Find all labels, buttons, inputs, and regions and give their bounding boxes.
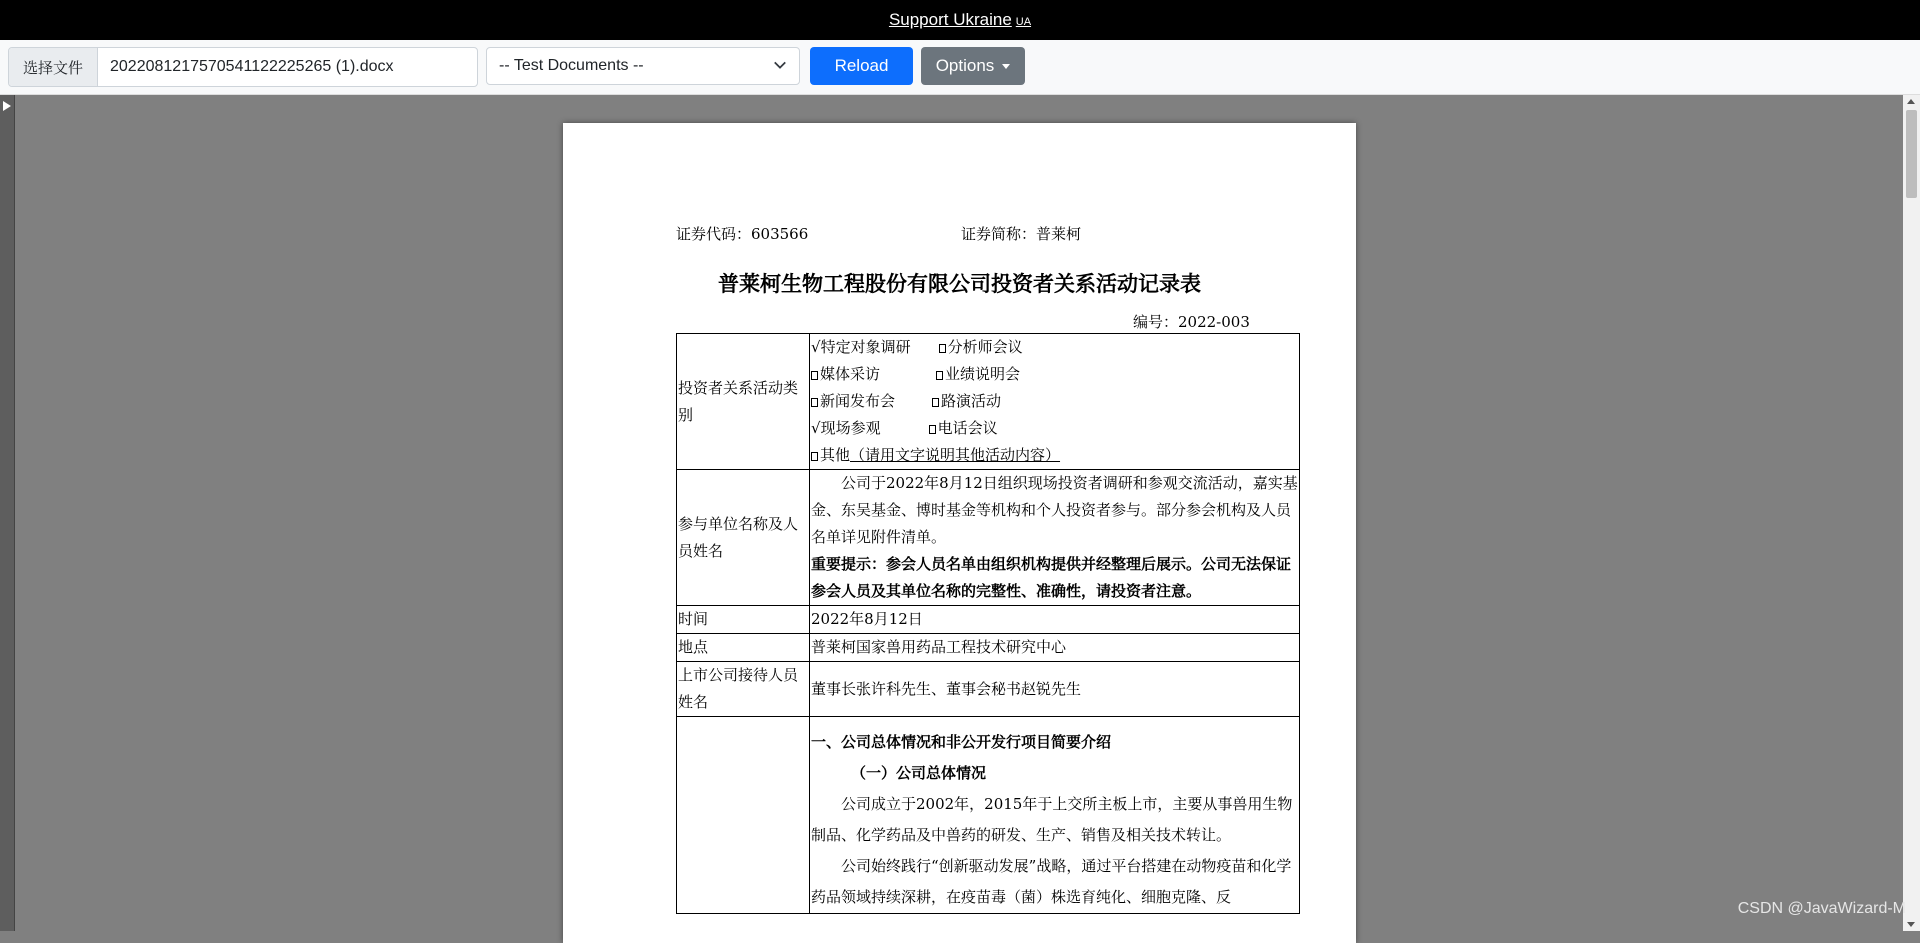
csdn-watermark: CSDN @JavaWizard-M xyxy=(1737,900,1906,917)
vertical-scrollbar[interactable] xyxy=(1903,95,1920,931)
content-cell xyxy=(810,717,1300,914)
checkbox-icon xyxy=(811,398,818,407)
check-icon: √ xyxy=(811,338,821,356)
checkbox-icon xyxy=(811,452,818,461)
table-row xyxy=(677,470,1300,606)
participants-notice: 重要提示：参会人员名单由组织机构提供并经整理后展示。公司无法保证参会人员及其单位名称的完整性、准确性，请投资者注意。 xyxy=(811,555,1292,600)
document-page xyxy=(563,123,1356,943)
option-text: 新闻发布会 xyxy=(820,392,896,410)
option-text: 媒体采访 xyxy=(820,365,881,383)
option-text: 路演活动 xyxy=(941,392,1002,410)
activity-type-options xyxy=(810,334,1300,470)
expand-arrow-icon[interactable] xyxy=(3,101,11,111)
table-row xyxy=(677,334,1300,470)
scrollbar-thumb[interactable] xyxy=(1906,110,1917,198)
content-para-2: 公司始终践行“创新驱动发展”战略，通过平台搭建在动物疫苗和化学药品领域持续深耕，在疫苗毒（菌）株选育纯化、细胞克隆、反 xyxy=(811,857,1292,906)
table-row xyxy=(677,662,1300,717)
file-name: 20220812175705411222252​65 (1).docx xyxy=(110,58,394,75)
option-text: 业绩说明会 xyxy=(945,365,1021,383)
checkbox-icon xyxy=(932,398,939,407)
support-banner xyxy=(0,0,1920,40)
place-value: 普莱柯国家兽用药品工程技术研究中心 xyxy=(810,634,1300,662)
checkbox-icon xyxy=(929,425,936,434)
support-ukraine-text: Support Ukraine xyxy=(888,10,1012,29)
sidebar-toggle-panel[interactable] xyxy=(0,95,15,931)
test-documents-select[interactable] xyxy=(486,47,800,85)
receptionist-label: 上市公司接待人员姓名 xyxy=(677,662,810,717)
time-label: 时间 xyxy=(677,606,810,634)
choose-file-button[interactable]: 选择文件 xyxy=(9,48,98,86)
option-text: 特定对象调研 xyxy=(820,338,911,356)
content-heading-2: （一）公司总体情况 xyxy=(851,764,987,782)
security-code: 证券代码：603566 xyxy=(676,225,809,243)
checkbox-icon xyxy=(811,371,818,380)
other-note: （请用文字说明其他活动内容） xyxy=(850,446,1061,464)
place-label: 地点 xyxy=(677,634,810,662)
support-ukraine-link[interactable] xyxy=(889,10,1031,30)
support-ukraine-suffix: UA xyxy=(1015,16,1032,28)
security-info xyxy=(676,223,1326,244)
file-input[interactable] xyxy=(8,47,478,87)
toolbar xyxy=(0,40,1920,95)
content-label xyxy=(677,717,810,914)
reload-button[interactable]: Reload xyxy=(810,47,913,85)
time-value: 2022年8月12日 xyxy=(810,606,1300,634)
participants-cell xyxy=(810,470,1300,606)
checkbox-icon xyxy=(936,371,943,380)
options-button[interactable] xyxy=(921,47,1025,85)
chevron-down-icon xyxy=(773,58,787,72)
select-value: -- Test Documents -- xyxy=(499,57,644,74)
activity-type-label: 投资者关系活动类别 xyxy=(677,334,810,470)
options-label: Options xyxy=(935,56,995,75)
record-table xyxy=(676,333,1300,914)
checkbox-icon xyxy=(939,344,946,353)
caret-down-icon xyxy=(1002,64,1010,69)
document-number: 编号：2022-003 xyxy=(1133,313,1250,331)
option-text: 现场参观 xyxy=(820,419,881,437)
document-title: 普莱柯生物工程股份有限公司投资者关系活动记录表 xyxy=(718,271,1201,296)
security-abbr: 证券简称：普莱柯 xyxy=(961,225,1082,243)
table-row xyxy=(677,634,1300,662)
content-para-1: 公司成立于2002年，2015年于上交所主板上市，主要从事兽用生物制品、化学药品及中兽药的研发、生产、销售及相关技术转让。 xyxy=(811,795,1293,844)
check-icon: √ xyxy=(811,419,821,437)
content-heading-1: 一、公司总体情况和非公开发行项目简要介绍 xyxy=(811,733,1112,751)
table-row xyxy=(677,717,1300,914)
participants-text: 公司于2022年8月12日组织现场投资者调研和参观交流活动，嘉实基金、东吴基金、博时基金等机构和个人投资者参与。部分参会机构及人员名单详见附件清单。 xyxy=(811,474,1298,546)
option-text: 电话会议 xyxy=(937,419,998,437)
option-text: 其他 xyxy=(820,446,851,464)
receptionist-value: 董事长张许科先生、董事会秘书赵锐先生 xyxy=(810,662,1300,717)
participants-label: 参与单位名称及人员姓名 xyxy=(677,470,810,606)
table-row xyxy=(677,606,1300,634)
scroll-up-icon[interactable] xyxy=(1907,99,1915,104)
option-text: 分析师会议 xyxy=(947,338,1023,356)
scroll-down-icon[interactable] xyxy=(1907,922,1915,927)
